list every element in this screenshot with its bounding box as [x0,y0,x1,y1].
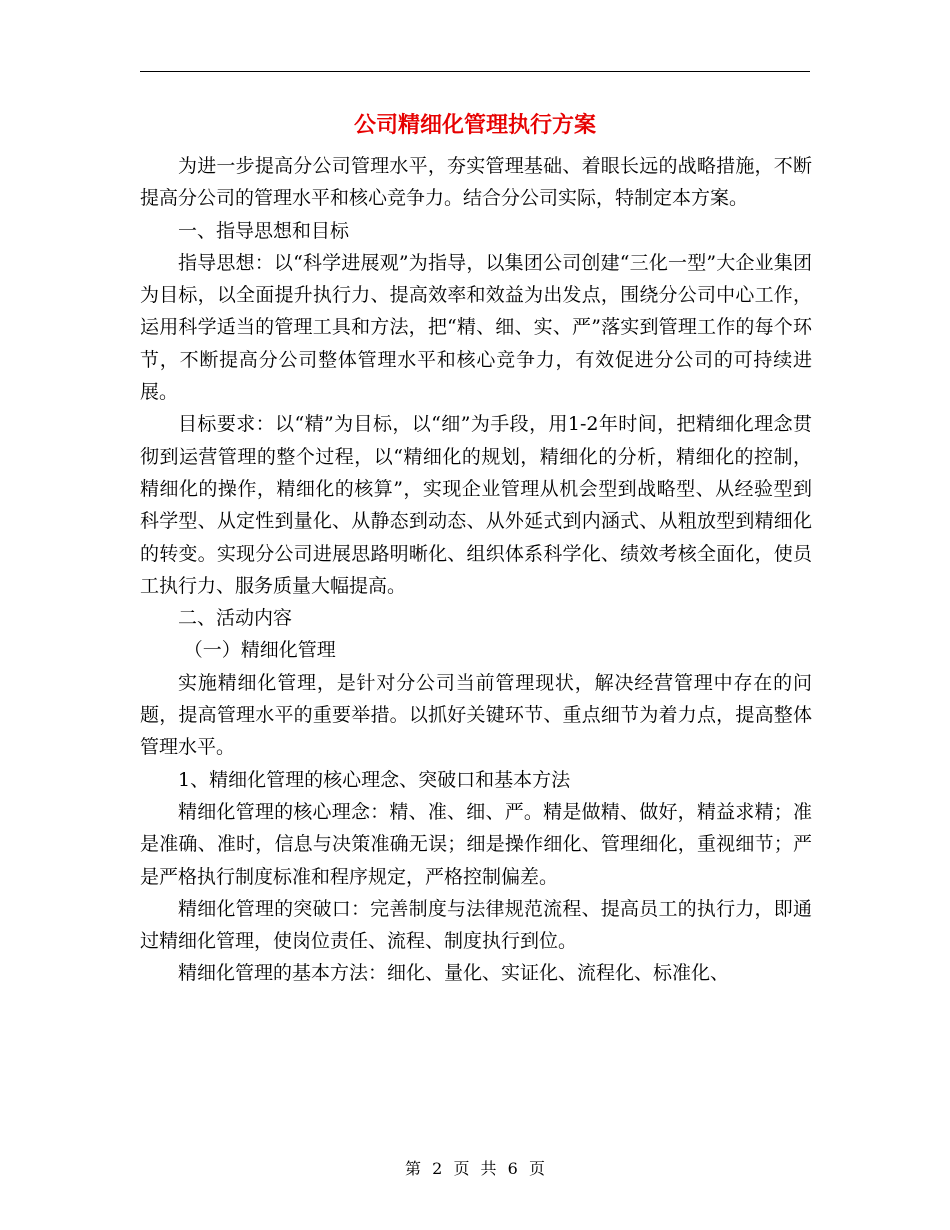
footer-page-unit: 页 [453,1159,470,1178]
footer-prefix: 第 [405,1159,422,1178]
item-heading-1: 1、精细化管理的核心理念、突破口和基本方法 [178,768,571,791]
footer-total-unit: 页 [528,1159,545,1178]
section-heading-2: 二、活动内容 [178,607,293,630]
document-body [140,150,812,990]
basic-method-paragraph: 精细化管理的基本方法：细化、量化、实证化、流程化、标准化、 [178,962,730,985]
page-footer [0,1156,950,1179]
goal-paragraph: 目标要求：以“精”为目标，以“细”为手段，用1-2年时间，把精细化理念贯彻到运营管理的整个过程，以“精细化的规划，精细化的分析，精细化的控制，精细化的操作，精细化的核算”，实现企业管理从机会型到战略型、从经验型到科学型、从定性到量化、从静态到动态、从外延式到内涵式、从粗放型到精细化的转变。实现分公司进展思路明晰化、组织体系科学化、绩效考核全面化，使员工执行力、服务质量大幅提高。 [140,413,812,597]
implementation-paragraph: 实施精细化管理，是针对分公司当前管理现状，解决经营管理中存在的问题，提高管理水平的重要举措。以抓好关键环节、重点细节为着力点，提高整体管理水平。 [140,671,812,759]
footer-page-number: 2 [432,1159,443,1178]
footer-total-pages: 6 [507,1159,518,1178]
footer-total-prefix: 共 [480,1159,497,1178]
header-rule [140,71,810,72]
guiding-thought-paragraph: 指导思想：以“科学进展观”为指导，以集团公司创建“三化一型”大企业集团为目标，以全面提升执行力、提高效率和效益为出发点，围绕分公司中心工作，运用科学适当的管理工具和方法，把“精、细、实、严”落实到管理工作的每个环节，不断提高分公司整体管理水平和核心竞争力，有效促进分公司的可持续进展。 [140,251,812,404]
section-heading-1: 一、指导思想和目标 [178,219,350,242]
subsection-heading: （一）精细化管理 [183,639,336,662]
breakthrough-paragraph: 精细化管理的突破口：完善制度与法律规范流程、提高员工的执行力，即通过精细化管理，使岗位责任、流程、制度执行到位。 [140,897,812,953]
intro-paragraph: 为进一步提高分公司管理水平，夯实管理基础、着眼长远的战略措施，不断提高分公司的管理水平和核心竞争力。结合分公司实际，特制定本方案。 [140,155,812,210]
core-concept-paragraph: 精细化管理的核心理念：精、准、细、严。精是做精、做好，精益求精；准是准确、准时，信息与决策准确无误；细是操作细化、管理细化，重视细节；严是严格执行制度标准和程序规定，严格控制偏差。 [140,800,812,888]
document-title: 公司精细化管理执行方案 [353,112,596,138]
